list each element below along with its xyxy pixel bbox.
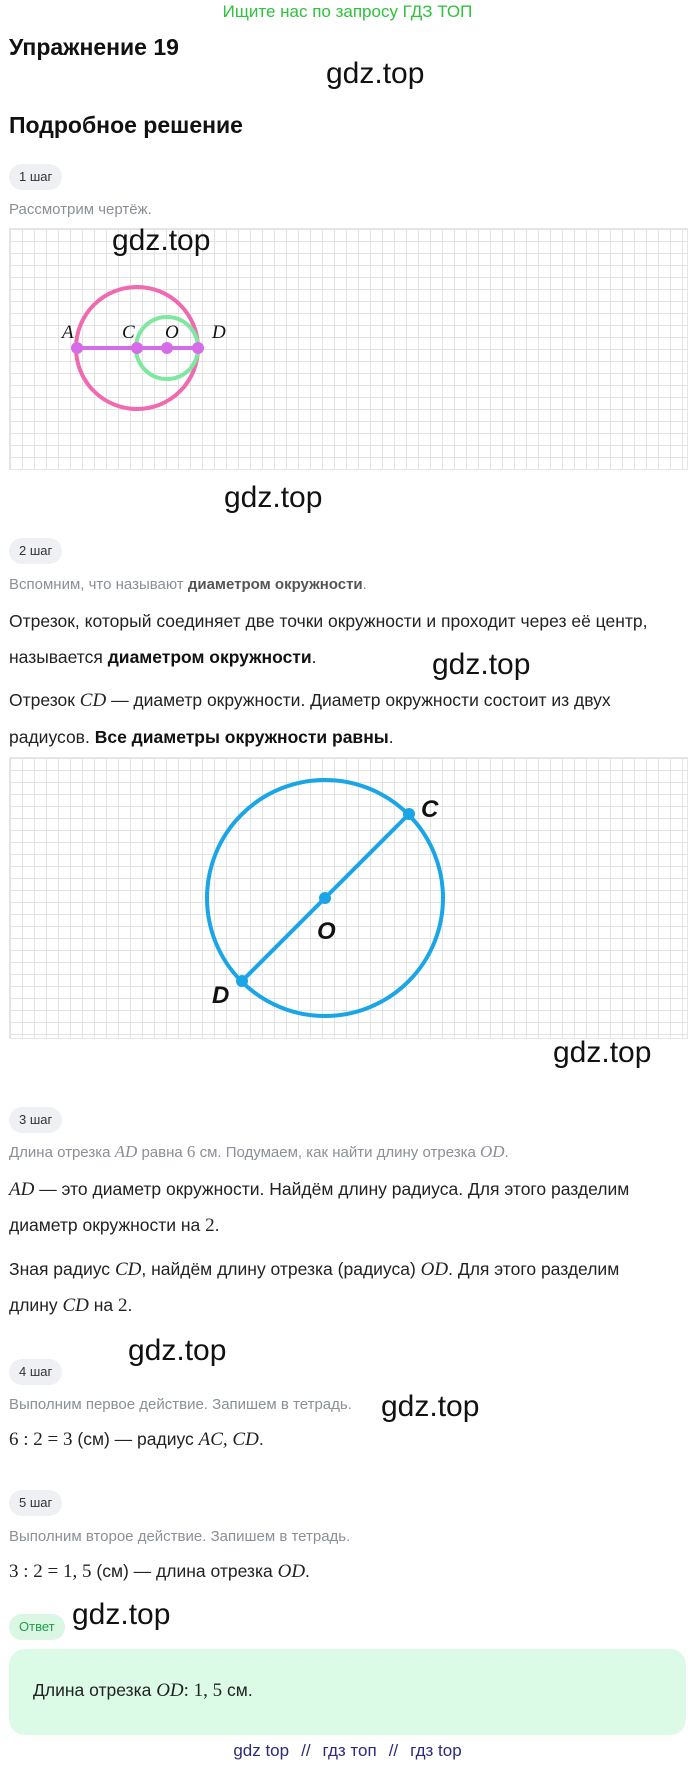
step-1-badge: 1 шаг — [9, 164, 62, 190]
watermark: gdz.top — [432, 648, 531, 681]
top-banner: Ищите нас по запросу ГДЗ ТОП — [222, 2, 473, 21]
watermark: gdz.top — [224, 481, 323, 514]
answer-badge: Ответ — [9, 1614, 65, 1640]
footer-link-2[interactable]: гдз топ — [322, 1741, 377, 1760]
point-C — [403, 808, 415, 820]
point-D — [236, 975, 248, 987]
step-4-badge: 4 шаг — [9, 1359, 62, 1385]
label-C: C — [122, 322, 135, 343]
watermark: gdz.top — [112, 224, 211, 257]
answer-text: Длина отрезка OD: 1, 5 см. — [33, 1680, 253, 1701]
step-3-line-3: Зная радиус CD, найдём длину отрезка (радиуса) OD. Для этого разделим — [9, 1259, 620, 1280]
step-2-paragraph-2-line-2: радиусов. Все диаметры окружности равны. — [9, 727, 394, 747]
label-D: D — [212, 982, 230, 1009]
point-C — [131, 342, 143, 354]
step-5-equation: 3 : 2 = 1, 5 (см) — длина отрезка OD. — [9, 1561, 310, 1582]
step-3-hint: Длина отрезка AD равна 6 см. Подумаем, как найти длину отрезка OD. — [9, 1142, 509, 1161]
label-C: C — [421, 796, 439, 823]
step-2-paragraph-1-line-1: Отрезок, который соединяет две точки окружности и проходит через её центр, — [9, 611, 648, 631]
section-title: Подробное решение — [9, 112, 243, 138]
footer-link-1[interactable]: gdz top — [233, 1741, 290, 1760]
point-D — [192, 342, 204, 354]
watermark: gdz.top — [128, 1334, 227, 1367]
watermark: gdz.top — [326, 57, 425, 90]
step-2-paragraph-1-line-2: называется диаметром окружности. — [9, 647, 317, 667]
figure-1 — [9, 228, 686, 468]
watermark: gdz.top — [72, 1598, 171, 1631]
footer-links — [0, 1741, 695, 1761]
point-A — [71, 342, 83, 354]
step-3-line-1: AD — это диаметр окружности. Найдём длину радиуса. Для этого разделим — [9, 1179, 630, 1200]
footer-separator: // — [301, 1741, 311, 1760]
label-A: A — [62, 322, 74, 343]
watermark: gdz.top — [553, 1036, 652, 1069]
label-D: D — [212, 322, 226, 343]
step-2-badge: 2 шаг — [9, 538, 62, 564]
point-O — [161, 342, 173, 354]
label-O: O — [165, 322, 179, 343]
step-1-hint: Рассмотрим чертёж. — [9, 201, 152, 218]
step-5-badge: 5 шаг — [9, 1490, 62, 1516]
label-O: O — [317, 918, 336, 945]
step-3-badge: 3 шаг — [9, 1107, 62, 1133]
step-2-hint: Вспомним, что называют диаметром окружности. — [9, 576, 367, 593]
step-5-hint: Выполним второе действие. Запишем в тетрадь. — [9, 1528, 351, 1545]
step-3-line-4: длину CD на 2. — [9, 1295, 133, 1316]
point-O — [319, 892, 331, 904]
step-4-equation: 6 : 2 = 3 (см) — радиус AC, CD. — [9, 1429, 264, 1450]
step-3-line-2: диаметр окружности на 2. — [9, 1215, 220, 1236]
figure-2 — [9, 757, 686, 1037]
page-title: Упражнение 19 — [9, 34, 179, 60]
step-2-paragraph-2-line-1: Отрезок CD — диаметр окружности. Диаметр окружности состоит из двух — [9, 690, 611, 711]
step-4-hint: Выполним первое действие. Запишем в тетрадь. — [9, 1396, 352, 1413]
footer-link-3[interactable]: гдз top — [410, 1741, 462, 1760]
footer-separator: // — [388, 1741, 399, 1760]
watermark: gdz.top — [381, 1390, 480, 1423]
